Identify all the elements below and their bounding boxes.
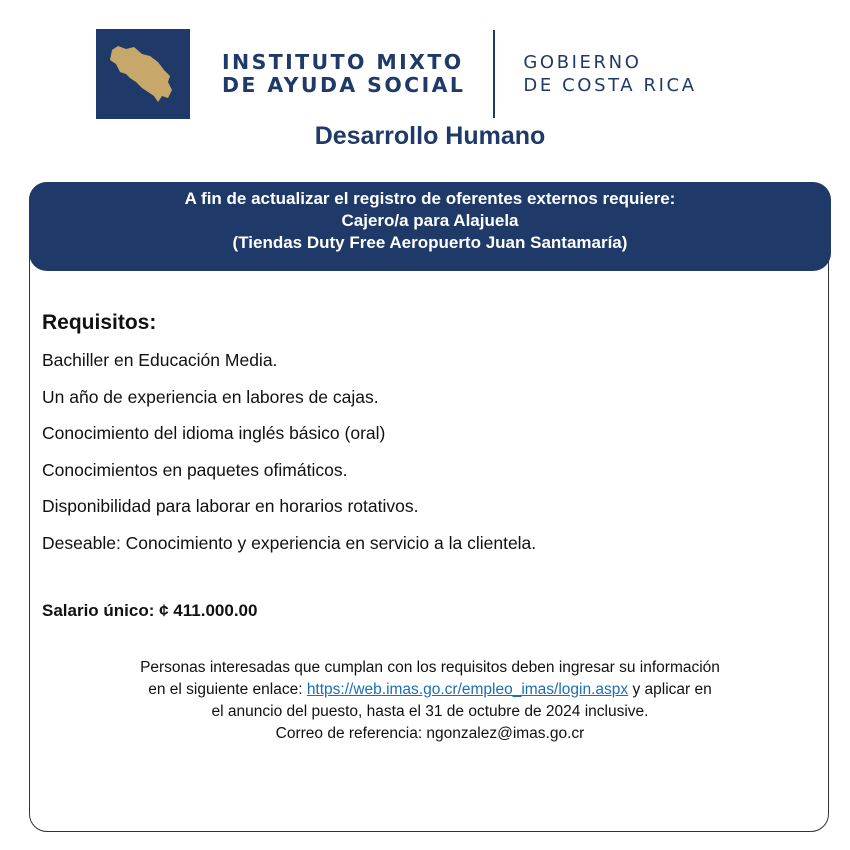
instructions-line2-prefix: en el siguiente enlace: [148, 681, 307, 698]
banner-line3: (Tiendas Duty Free Aeropuerto Juan Santamaría) [232, 233, 628, 252]
salary: Salario único: ¢ 411.000.00 [42, 601, 258, 620]
instructions-line3: el anuncio del puesto, hasta el 31 de octubre de 2024 inclusive. [211, 703, 649, 720]
government-name [523, 51, 696, 97]
costa-rica-map-icon [108, 42, 178, 106]
department-title: Desarrollo Humano [314, 122, 546, 150]
posting-banner [29, 182, 831, 271]
requirements-title: Requisitos: [42, 311, 157, 334]
requirement-item: Disponibilidad para laborar en horarios rotativos. [42, 496, 419, 516]
requirement-item: Deseable: Conocimiento y experiencia en servicio a la clientela. [42, 532, 537, 553]
requirement-item: Bachiller en Educación Media. [42, 350, 278, 370]
gov-name-line2: DE COSTA RICA [523, 75, 697, 96]
org-name-line1: INSTITUTO MIXTO [222, 50, 464, 74]
requirement-item: Conocimientos en paquetes ofimáticos. [42, 459, 348, 480]
org-name-line2: DE AYUDA SOCIAL [222, 73, 466, 97]
header [96, 28, 697, 120]
gov-name-line1: GOBIERNO [523, 52, 642, 73]
banner-line2: Cajero/a para Alajuela [341, 211, 519, 230]
requirement-item: Un año de experiencia en labores de cajas. [42, 386, 379, 407]
requirement-item: Conocimiento del idioma inglés básico (oral) [42, 423, 386, 443]
instructions-line1: Personas interesadas que cumplan con los requisitos deben ingresar su información [140, 659, 720, 676]
application-link[interactable]: https://web.imas.go.cr/empleo_imas/login.aspx [306, 681, 629, 698]
reference-email: Correo de referencia: ngonzalez@imas.go.cr [275, 725, 585, 742]
org-name [222, 51, 465, 97]
instructions-line2 [30, 679, 830, 701]
banner-line1: A fin de actualizar el registro de oferentes externos requiere: [184, 189, 676, 208]
imas-logo [96, 29, 190, 119]
header-divider [493, 30, 495, 118]
requirements-list [42, 349, 536, 568]
posting-card [29, 182, 829, 832]
instructions-line2-suffix: y aplicar en [628, 681, 712, 698]
application-instructions [30, 657, 830, 745]
